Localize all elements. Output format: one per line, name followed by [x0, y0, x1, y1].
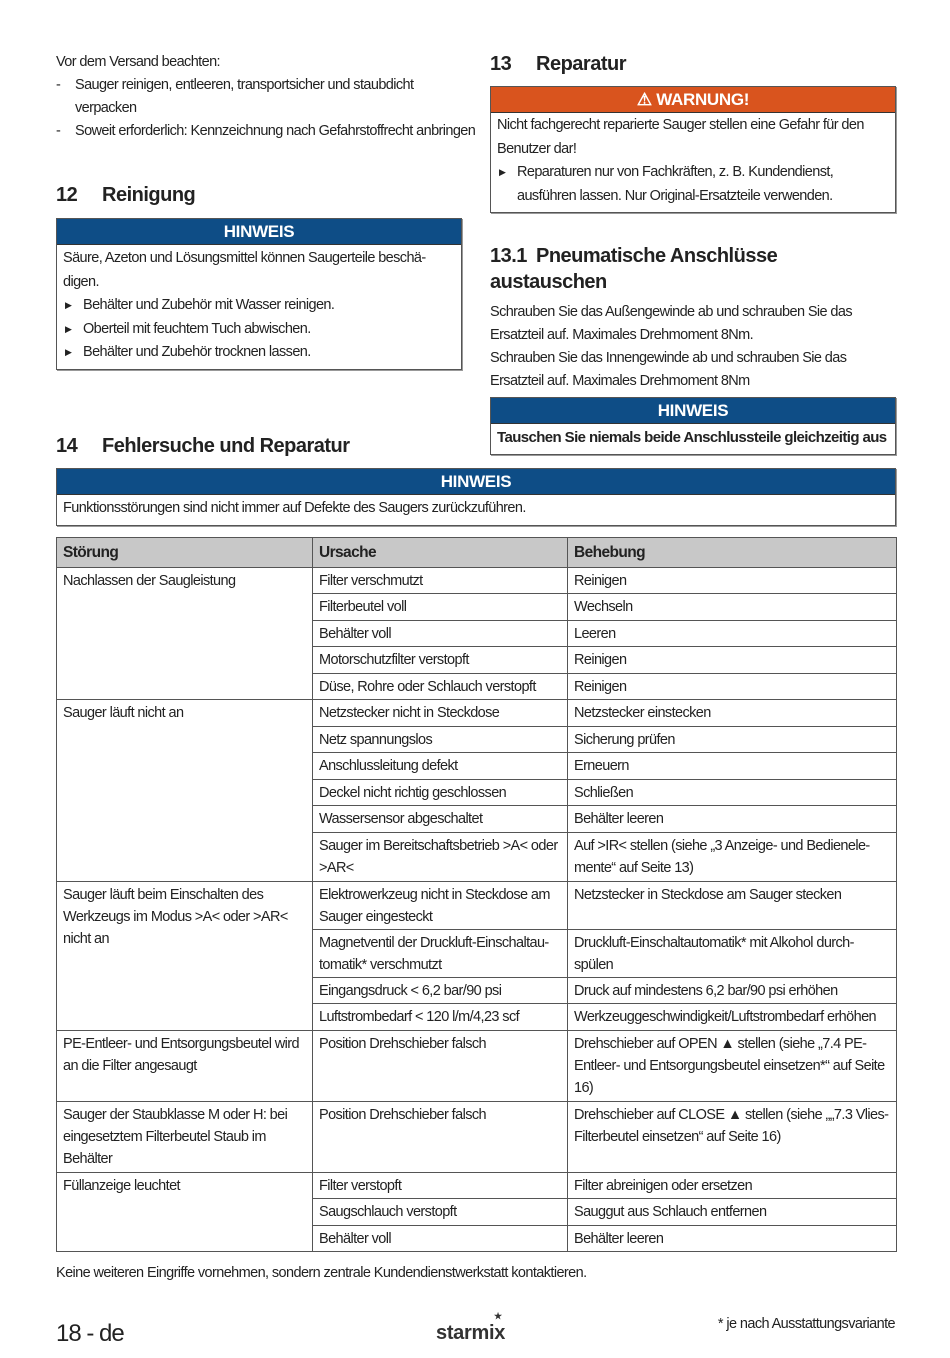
remedy-cell: Reinigen	[568, 673, 897, 700]
remedy-cell: Sicherung prüfen	[568, 726, 897, 753]
cause-cell: Wassersensor abgeschaltet	[313, 806, 568, 833]
table-row	[57, 567, 897, 594]
right-column	[490, 51, 896, 455]
cause-cell: Filterbeutel voll	[313, 594, 568, 621]
fault-cell: Füllanzeige leuchtet	[57, 1172, 313, 1252]
remedy-cell: Behälter leeren	[568, 806, 897, 833]
header-remedy: Behebung	[568, 537, 897, 567]
notice-box-cleaning	[56, 218, 462, 370]
section-14	[56, 433, 896, 1284]
remedy-cell: Leeren	[568, 620, 897, 647]
remedy-cell: Netzstecker einstecken	[568, 700, 897, 727]
table-header-row	[57, 537, 897, 567]
warning-label: ⚠ WARNUNG!	[491, 87, 895, 113]
section-number: 13	[490, 53, 512, 75]
dash: -	[56, 123, 61, 139]
section-title: Reparatur	[536, 53, 626, 75]
cause-cell: Elektrowerkzeug nicht in Steckdose am Sauger eingesteckt	[313, 881, 568, 929]
cause-cell: Behälter voll	[313, 620, 568, 647]
shipping-notes	[56, 51, 476, 143]
logo-text: starmix	[436, 1322, 506, 1344]
cause-cell: Deckel nicht richtig geschlossen	[313, 779, 568, 806]
notice-text: Säure, Azeton und Lösungsmittel können Saugerteile beschä-digen.	[63, 250, 426, 290]
table-row	[57, 881, 897, 929]
remedy-cell: Werkzeuggeschwindigkeit/Luftstrombedarf erhöhen	[568, 1004, 897, 1031]
remedy-cell: Sauggut aus Schlauch entfernen	[568, 1199, 897, 1226]
cause-cell: Position Drehschieber falsch	[313, 1101, 568, 1172]
fault-cell: Sauger läuft nicht an	[57, 700, 313, 882]
cause-cell: Magnetventil der Druckluft-Einschaltau-tomatik* verschmutzt	[313, 929, 568, 977]
cause-cell: Behälter voll	[313, 1225, 568, 1252]
cause-cell: Filter verstopft	[313, 1172, 568, 1199]
step-item: ▶ Behälter und Zubehör mit Wasser reinigen.	[63, 294, 455, 318]
fault-cell: Sauger der Staubklasse M oder H: bei eingesetztem Filterbeutel Staub im Behälter	[57, 1101, 313, 1172]
shipping-item	[56, 74, 476, 120]
shipping-item-text: Soweit erforderlich: Kennzeichnung nach Gefahrstoffrecht anbringen	[75, 123, 476, 139]
shipping-item	[56, 120, 476, 143]
cause-cell: Netzstecker nicht in Steckdose	[313, 700, 568, 727]
remedy-cell: Netzstecker in Steckdose am Sauger stecken	[568, 881, 897, 929]
notice-box-troubleshooting	[56, 468, 896, 526]
cause-cell: Düse, Rohre oder Schlauch verstopft	[313, 673, 568, 700]
section-number: 13.1	[490, 245, 527, 267]
remedy-cell: Drehschieber auf CLOSE ▲ stellen (siehe „„7.3 Vlies-Filterbeutel einsetzen“ auf Seite 16)	[568, 1101, 897, 1172]
table-row	[57, 1030, 897, 1101]
section-number: 12	[56, 184, 78, 206]
notice-label: HINWEIS	[57, 219, 461, 245]
step-item: ▶ Behälter und Zubehör trocknen lassen.	[63, 341, 455, 365]
section-13-heading	[490, 51, 896, 77]
notice-text: Funktionsstörungen sind nicht immer auf Defekte des Saugers zurückzuführen.	[63, 500, 526, 516]
paragraph: Schrauben Sie das Außengewinde ab und schrauben Sie das Ersatzteil auf. Maximales Drehmoment 8Nm.	[490, 304, 853, 343]
remedy-cell: Behälter leeren	[568, 1225, 897, 1252]
star-icon: ★	[494, 1311, 502, 1321]
cause-cell: Anschlussleitung defekt	[313, 753, 568, 780]
table-row	[57, 1172, 897, 1199]
table-row	[57, 1101, 897, 1172]
remedy-cell: Druckluft-Einschaltautomatik* mit Alkohol durch-spülen	[568, 929, 897, 977]
troubleshooting-table	[56, 537, 897, 1253]
header-cause: Ursache	[313, 537, 568, 567]
cause-cell: Sauger im Bereitschaftsbetrieb >A< oder >AR<	[313, 832, 568, 881]
remedy-cell: Erneuern	[568, 753, 897, 780]
step-item: ▶ Oberteil mit feuchtem Tuch abwischen.	[63, 318, 455, 342]
fault-cell: Sauger läuft beim Einschalten des Werkzeugs im Modus >A< oder >AR< nicht an	[57, 881, 313, 1030]
cause-cell: Motorschutzfilter verstopft	[313, 647, 568, 674]
remedy-cell: Wechseln	[568, 594, 897, 621]
notice-label: HINWEIS	[57, 469, 895, 495]
section-number: 14	[56, 435, 78, 457]
warning-text: Nicht fachgerecht reparierte Sauger stellen eine Gefahr für den Benutzer dar!	[497, 117, 864, 157]
shipping-item-text: Sauger reinigen, entleeren, transportsicher und staubdicht verpacken	[75, 77, 414, 116]
shipping-intro: Vor dem Versand beachten:	[56, 54, 220, 70]
header-fault: Störung	[57, 537, 313, 567]
cause-cell: Saugschlauch verstopft	[313, 1199, 568, 1226]
section-13-1-heading	[490, 243, 896, 295]
table-body	[57, 567, 897, 1252]
footnote: * je nach Ausstattungsvariante	[717, 1316, 895, 1332]
remedy-cell: Filter abreinigen oder ersetzen	[568, 1172, 897, 1199]
remedy-cell: Druck auf mindestens 6,2 bar/90 psi erhöhen	[568, 977, 897, 1004]
remedy-cell: Drehschieber auf OPEN ▲ stellen (siehe „7.4 PE-Entleer- und Entsorgungsbeutel einsetzen*“ auf Seite 16)	[568, 1030, 897, 1101]
fault-cell: Nachlassen der Saugleistung	[57, 567, 313, 700]
cause-cell: Eingangsdruck < 6,2 bar/90 psi	[313, 977, 568, 1004]
remedy-cell: Auf >IR< stellen (siehe „3 Anzeige- und Bedienele-mente“ auf Seite 13)	[568, 832, 897, 881]
cause-cell: Filter verschmutzt	[313, 567, 568, 594]
warning-box	[490, 86, 896, 213]
remedy-cell: Reinigen	[568, 647, 897, 674]
table-row	[57, 700, 897, 727]
page-number: 18 - de	[56, 1320, 124, 1347]
paragraph: Schrauben Sie das Innengewinde ab und schrauben Sie das Ersatzteil auf. Maximales Drehmoment 8Nm	[490, 350, 847, 389]
cause-cell: Position Drehschieber falsch	[313, 1030, 568, 1101]
section-title: Fehlersuche und Reparatur	[102, 435, 350, 457]
remedy-cell: Reinigen	[568, 567, 897, 594]
closing-note: Keine weiteren Eingriffe vornehmen, sondern zentrale Kundendienstwerkstatt kontaktieren.	[56, 1265, 587, 1281]
section-13-1-body	[490, 301, 896, 393]
notice-label: HINWEIS	[491, 398, 895, 424]
cause-cell: Luftstrombedarf < 120 l/m/4,23 scf	[313, 1004, 568, 1031]
step-item: ▶ Reparaturen nur von Fachkräften, z. B. Kundendienst, ausführen lassen. Nur Original-Ersatzteile verwenden.	[497, 161, 889, 208]
remedy-cell: Schließen	[568, 779, 897, 806]
left-column	[56, 51, 476, 370]
section-title: Pneumatische Anschlüsse austauschen	[490, 245, 778, 293]
section-12-heading	[56, 182, 476, 208]
dash: -	[56, 77, 61, 93]
cause-cell: Netz spannungslos	[313, 726, 568, 753]
notice-text: Tauschen Sie niemals beide Anschlussteile gleichzeitig aus	[497, 429, 887, 446]
section-title: Reinigung	[102, 184, 196, 206]
starmix-logo	[436, 1311, 506, 1344]
fault-cell: PE-Entleer- und Entsorgungsbeutel wird an die Filter angesaugt	[57, 1030, 313, 1101]
section-14-heading	[56, 433, 896, 459]
